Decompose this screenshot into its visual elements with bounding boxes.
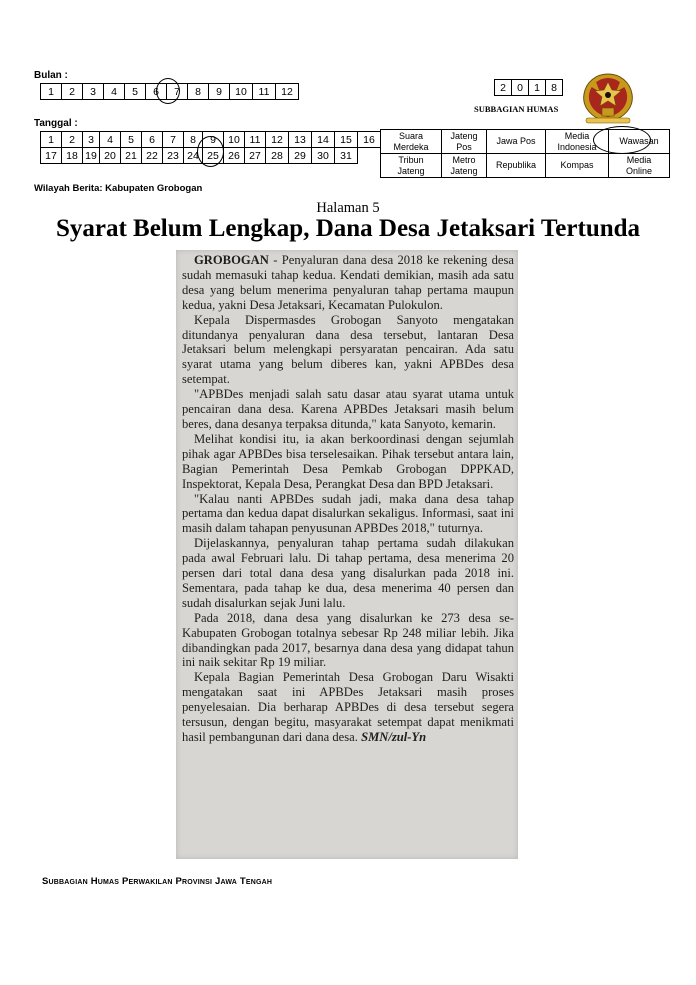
date-cell: 16 (358, 132, 381, 148)
year-digit: 0 (512, 80, 529, 96)
article-headline: Syarat Belum Lengkap, Dana Desa Jetaksari Tertunda (55, 215, 641, 242)
year-box (494, 79, 563, 96)
date-cell: 25 (203, 148, 224, 164)
date-cell: 10 (224, 132, 245, 148)
month-cell: 8 (188, 84, 209, 100)
date-cell: 31 (335, 148, 358, 164)
media-cell: Kompas (546, 154, 609, 178)
date-cell: 11 (245, 132, 266, 148)
article-paragraph: Pada 2018, dana desa yang disalurkan ke 273 desa se-Kabupaten Grobogan totalnya sebesar Rp 248 miliar lebih. Jika dibandingkan pada 2017, besarnya dana desa yang didapat tahun ini naik sekitar Rp 19 miliar. (182, 610, 514, 670)
date-cell: 2 (62, 132, 83, 148)
month-cell: 9 (209, 84, 230, 100)
date-cell: 9 (203, 132, 224, 148)
date-cell: 22 (142, 148, 163, 164)
date-cell: 6 (142, 132, 163, 148)
media-cell: Jateng Pos (442, 130, 487, 154)
date-cell: 20 (100, 148, 121, 164)
date-cell: 15 (335, 132, 358, 148)
date-cell: 7 (163, 132, 184, 148)
date-cell: 28 (266, 148, 289, 164)
date-cell: 12 (266, 132, 289, 148)
year-digit: 2 (495, 80, 512, 96)
year-digit: 8 (546, 80, 563, 96)
month-cell: 2 (62, 84, 83, 100)
date-cell: 1 (41, 132, 62, 148)
selected-date-circle (197, 136, 224, 167)
selected-media-circle (593, 126, 651, 154)
selected-month-circle (156, 78, 180, 104)
date-cell: 21 (121, 148, 142, 164)
month-cell: 5 (125, 84, 146, 100)
media-cell-wawasan: Wawasan (609, 130, 670, 154)
newspaper-clipping (176, 250, 518, 859)
date-cell: 3 (83, 132, 100, 148)
article-body (182, 253, 514, 745)
article-paragraph: Melihat kondisi itu, ia akan berkoordinasi dengan sejumlah pihak agar APBDes bisa terselesaikan. Pihak tersebut antara lain, Bagian Pemerintah Desa Pemkab Grobogan DPPKAD, Inspektorat, Kepala Desa, Perangkat Desa dan BPD Jetaksari. (182, 431, 514, 491)
date-cell: 24 (184, 148, 203, 164)
footer-org: Subbagian Humas Perwakilan Provinsi Jawa Tengah (42, 876, 273, 887)
date-cell (358, 148, 381, 164)
date-cell: 23 (163, 148, 184, 164)
month-cell: 11 (253, 84, 276, 100)
date-cell: 19 (83, 148, 100, 164)
month-cell: 12 (276, 84, 299, 100)
date-cell: 27 (245, 148, 266, 164)
article-dateline: GROBOGAN (194, 253, 269, 267)
date-cell: 8 (184, 132, 203, 148)
date-cell: 14 (312, 132, 335, 148)
date-cell: 26 (224, 148, 245, 164)
tanggal-label: Tanggal : (34, 118, 78, 129)
article-paragraph: Kepala Dispermasdes Grobogan Sanyoto mengatakan ditundanya penyaluran dana desa tersebut, lantaran Desa Jetaksari belum melengkapi persyaratan pencairan. Ada satu syarat utama yang belum diberes kan, yakni APBDes desa setempat. (182, 312, 514, 387)
media-cell: Media Online (609, 154, 670, 178)
month-cell: 10 (230, 84, 253, 100)
wilayah-berita: Wilayah Berita: Kabupaten Grobogan (34, 183, 203, 194)
year-digit: 1 (529, 80, 546, 96)
month-cell: 3 (83, 84, 104, 100)
bulan-label: Bulan : (34, 70, 68, 81)
month-cell: 1 (41, 84, 62, 100)
date-cell: 30 (312, 148, 335, 164)
media-cell: Media Indonesia (546, 130, 609, 154)
page-number: Halaman 5 (316, 200, 380, 216)
date-cell: 17 (41, 148, 62, 164)
article-paragraph: Kepala Bagian Pemerintah Desa Grobogan Daru Wisakti mengatakan saat ini APBDes Jetaksari masih proses penyelesaian. Dia berharap APBDes di desa tersebut segera tersusun, dengan begitu, masyarakat setempat dapat menikmati hasil pembangunan dari dana desa. (182, 670, 514, 744)
article-paragraph: Dijelaskannya, penyaluran tahap pertama sudah dilakukan pada awal Februari lalu. Di tahap pertama, desa menerima 20 persen dari total dana desa yang disalurkan pada 2018 ini. Sementara, pada tahap ke dua, desa menerima 40 persen dan sudah disalurkan sejak Juni lalu. (182, 536, 514, 610)
date-cell: 13 (289, 132, 312, 148)
media-cell: Jawa Pos (487, 130, 546, 154)
media-cell: Tribun Jateng (381, 154, 442, 178)
date-cell: 5 (121, 132, 142, 148)
media-cell: Metro Jateng (442, 154, 487, 178)
date-cell: 18 (62, 148, 83, 164)
article-paragraph: "APBDes menjadi salah satu dasar atau syarat utama untuk pencairan dana desa. Karena APBDes Jetaksari masih belum beres, dana desanya terpaksa ditunda," kata Sanyoto, kemarin. (182, 387, 514, 431)
article-signature: SMN/zul-Yn (361, 730, 427, 744)
date-cell: 29 (289, 148, 312, 164)
article-paragraph: - Penyaluran dana desa 2018 ke rekening desa sudah memasuki tahap kedua. Kendati demikian, masih ada satu desa yang belum menerima penyaluran tahap pertama maupun kedua, yakni Desa Jetaksari, Kecamatan Pulokulon. (182, 253, 514, 312)
org-name: SUBBAGIAN HUMAS (474, 104, 559, 114)
date-cell: 4 (100, 132, 121, 148)
garuda-emblem-icon (578, 68, 638, 126)
month-cell: 4 (104, 84, 125, 100)
month-cell: 7 (167, 84, 188, 100)
month-cell: 6 (146, 84, 167, 100)
media-cell: Suara Merdeka (381, 130, 442, 154)
media-cell: Republika (487, 154, 546, 178)
article-paragraph: "Kalau nanti APBDes sudah jadi, maka dana desa tahap pertama dan kedua dapat disalurkan sekaligus. Informasi, saat ini masih dalam tahapan penyusunan APBDes 2018," tuturnya. (182, 491, 514, 536)
